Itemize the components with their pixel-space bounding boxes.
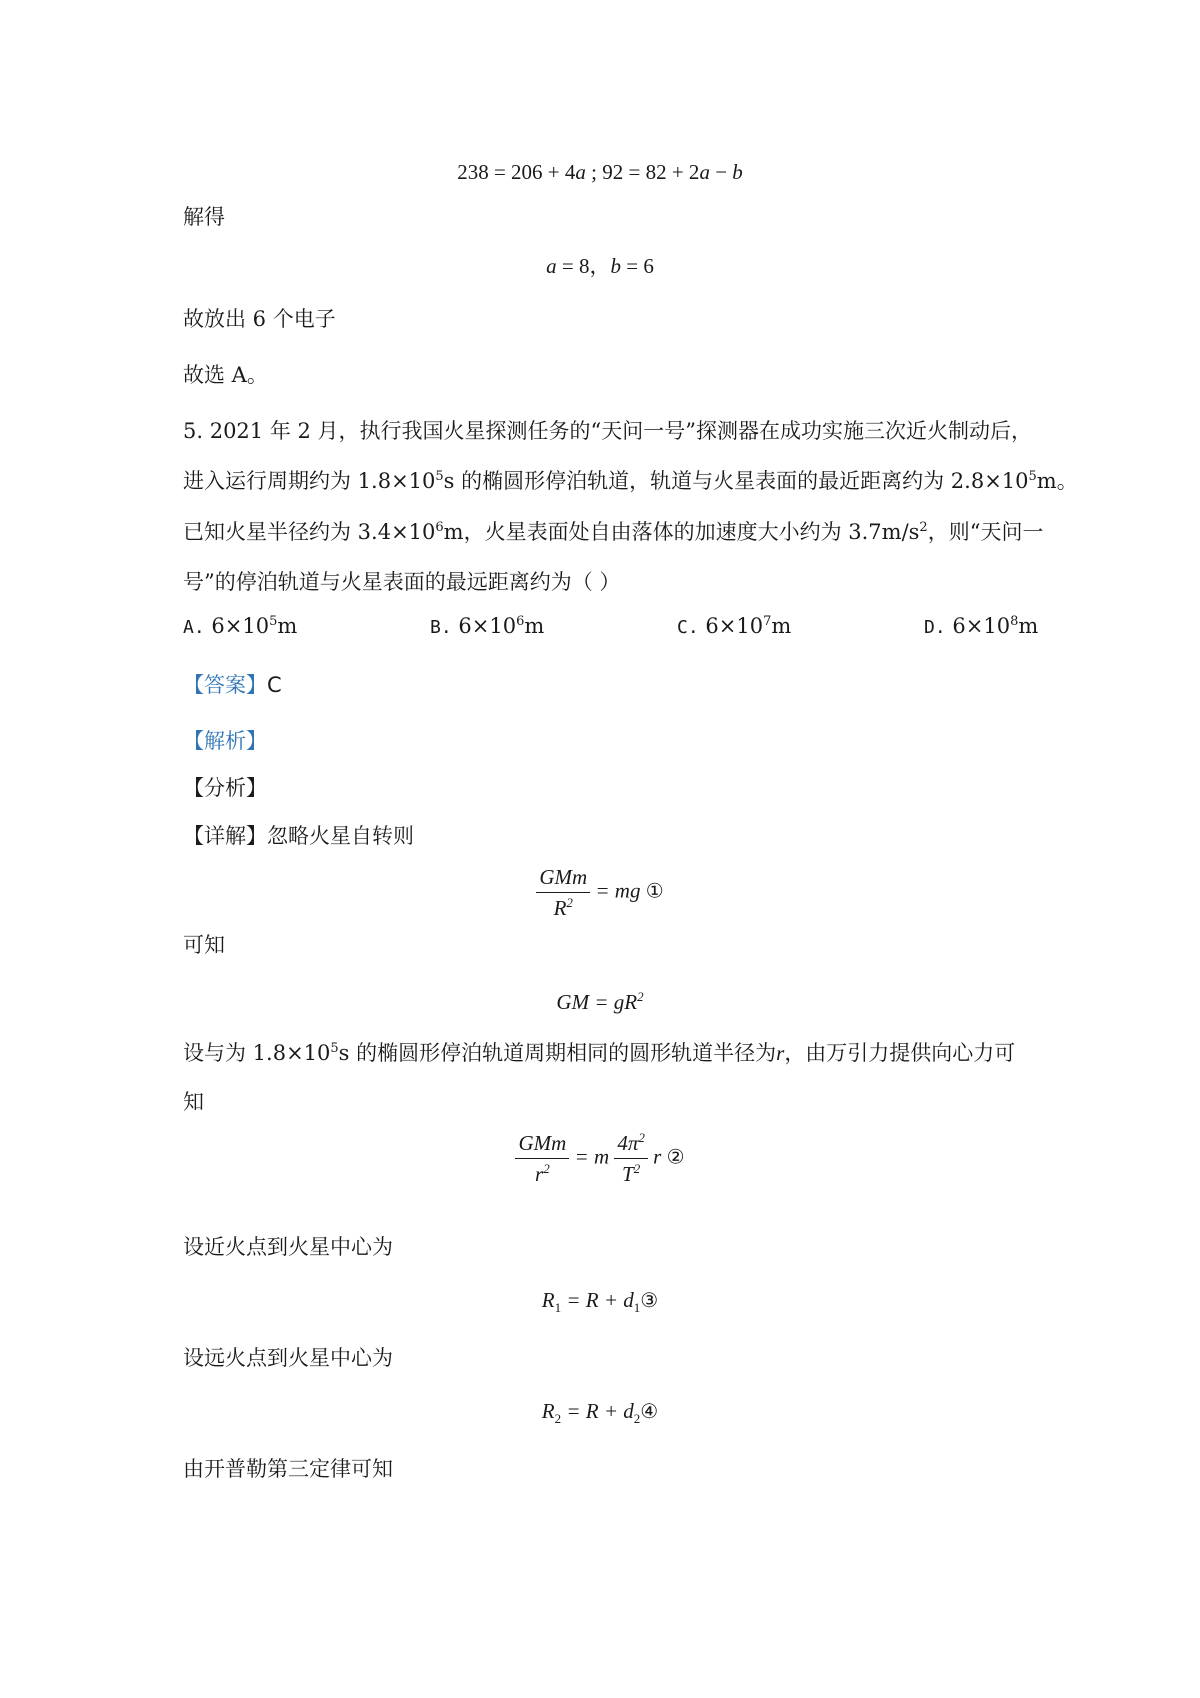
eq-mid: = m (569, 1144, 615, 1169)
equation-mass-charge (0, 157, 1200, 187)
frac-sup: 2 (638, 1130, 645, 1145)
q-sup: 2 (919, 520, 928, 535)
eq-var: b (732, 160, 743, 184)
option-unit: m (524, 614, 545, 638)
eq-sup: 2 (637, 989, 644, 1004)
eq-sub: 2 (554, 1411, 562, 1427)
assume-line-1 (183, 1038, 1015, 1068)
jiexi-tag: 【解析】 (183, 729, 267, 753)
frac-sup: 2 (633, 1161, 641, 1176)
q-text: m。 (1036, 469, 1078, 493)
question-line-1: 5. 2021 年 2 月，执行我国火星探测任务的“天问一号”探测器在成功实施三次近火制动后， (183, 419, 1033, 443)
option-a (183, 614, 297, 638)
answer-tag: 【答案】 (183, 673, 267, 697)
assume-sup: 5 (330, 1041, 339, 1056)
eq-rhs: = mg (590, 878, 646, 903)
option-unit: m (277, 614, 298, 638)
eq-var: a (699, 160, 710, 184)
equation-3 (0, 1285, 1200, 1315)
text-choose: 故选 A。 (183, 363, 268, 387)
frac-denominator: R (553, 896, 567, 920)
option-b (430, 614, 544, 638)
q-text: 已知火星半径约为 3.4×10 (183, 520, 436, 544)
text-release: 故放出 6 个电子 (183, 307, 336, 331)
equation-ab (0, 251, 1200, 281)
text-far: 设远火点到火星中心为 (183, 1346, 393, 1370)
answer-value: C (267, 673, 282, 697)
option-exp: 7 (763, 614, 772, 629)
text-jiede: 解得 (183, 205, 225, 229)
q-text: m，火星表面处自由落体的加速度大小约为 3.7m/s (443, 520, 920, 544)
eq-part: 238 = 206 + 4 (457, 160, 576, 184)
answer-line (183, 670, 282, 700)
detail-line (183, 821, 414, 851)
q-sup: 5 (1028, 469, 1037, 484)
assume-text: ，由万引力提供向心力可 (784, 1041, 1016, 1065)
fraction (614, 1128, 648, 1189)
option-exp: 8 (1010, 614, 1019, 629)
option-label: D. (924, 617, 946, 638)
eq-sub: 1 (633, 1300, 641, 1316)
eq-var: b (610, 254, 621, 278)
frac-denominator: T (622, 1162, 634, 1186)
text-keshi: 可知 (183, 933, 225, 957)
equation-1 (0, 862, 1200, 923)
eq-mark: ③ (640, 1288, 659, 1312)
option-unit: m (771, 614, 792, 638)
fraction (515, 1128, 569, 1189)
answer-options (183, 614, 1043, 644)
eq-mark: ④ (640, 1399, 659, 1423)
eq-mark: ② (666, 1144, 685, 1169)
eq-var: a (546, 254, 557, 278)
option-base: 6×10 (458, 614, 517, 638)
q-text: s 的椭圆形停泊轨道，轨道与火星表面的最近距离约为 2.8×10 (443, 469, 1029, 493)
eq-part: ; 92 = 82 + 2 (585, 160, 700, 184)
detail-text: 忽略火星自转则 (267, 824, 414, 848)
frac-numerator: 4π (617, 1131, 639, 1155)
assume-text: s 的椭圆形停泊轨道周期相同的圆形轨道半径为 (338, 1041, 777, 1065)
option-base: 6×10 (211, 614, 270, 638)
eq-lhs: R (541, 1288, 555, 1312)
eq-rhs: = R + d (561, 1399, 634, 1423)
equation-gm (0, 987, 1200, 1017)
q-sup: 5 (435, 469, 444, 484)
option-base: 6×10 (705, 614, 764, 638)
frac-denominator: r (535, 1162, 544, 1186)
eq-sub: 1 (554, 1300, 562, 1316)
option-unit: m (1018, 614, 1039, 638)
frac-sup: 2 (566, 895, 573, 910)
option-label: C. (677, 617, 699, 638)
eq-rhs: = gR (589, 990, 638, 1014)
assume-text: 设与为 1.8×10 (183, 1041, 331, 1065)
option-exp: 5 (269, 614, 278, 629)
frac-numerator: GMm (515, 1128, 569, 1159)
eq-mark: ① (645, 878, 664, 903)
q-text: ，则“天问一 (927, 520, 1044, 544)
equation-4 (0, 1396, 1200, 1426)
option-label: A. (183, 617, 205, 638)
text-kepler: 由开普勒第三定律可知 (183, 1457, 393, 1481)
fraction (536, 862, 590, 923)
eq-sub: 2 (633, 1411, 641, 1427)
frac-numerator: GMm (536, 862, 590, 893)
question-line-3 (183, 517, 1043, 547)
frac-sup: 2 (543, 1161, 550, 1176)
eq-lhs: GM (556, 990, 590, 1014)
text-near: 设近火点到火星中心为 (183, 1235, 393, 1259)
eq-lhs: R (541, 1399, 555, 1423)
question-line-2 (183, 466, 1078, 496)
fenxi-tag: 【分析】 (183, 776, 267, 800)
q-text: 进入运行周期约为 1.8×10 (183, 469, 436, 493)
eq-part: = 6 (621, 254, 654, 278)
option-base: 6×10 (952, 614, 1011, 638)
option-d (924, 614, 1038, 638)
eq-part: − (709, 160, 733, 184)
question-line-4: 号”的停泊轨道与火星表面的最远距离约为（ ） (183, 570, 621, 594)
detail-tag: 【详解】 (183, 824, 267, 848)
q-sup: 6 (435, 520, 444, 535)
eq-part: = 8， (556, 254, 611, 278)
equation-2 (0, 1128, 1200, 1189)
option-c (677, 614, 791, 638)
eq-rhs: = R + d (561, 1288, 634, 1312)
option-exp: 6 (516, 614, 525, 629)
eq-tail: r (647, 1144, 667, 1169)
assume-line-2: 知 (183, 1090, 204, 1114)
assume-var: r (776, 1041, 785, 1065)
eq-var: a (575, 160, 586, 184)
option-label: B. (430, 617, 452, 638)
